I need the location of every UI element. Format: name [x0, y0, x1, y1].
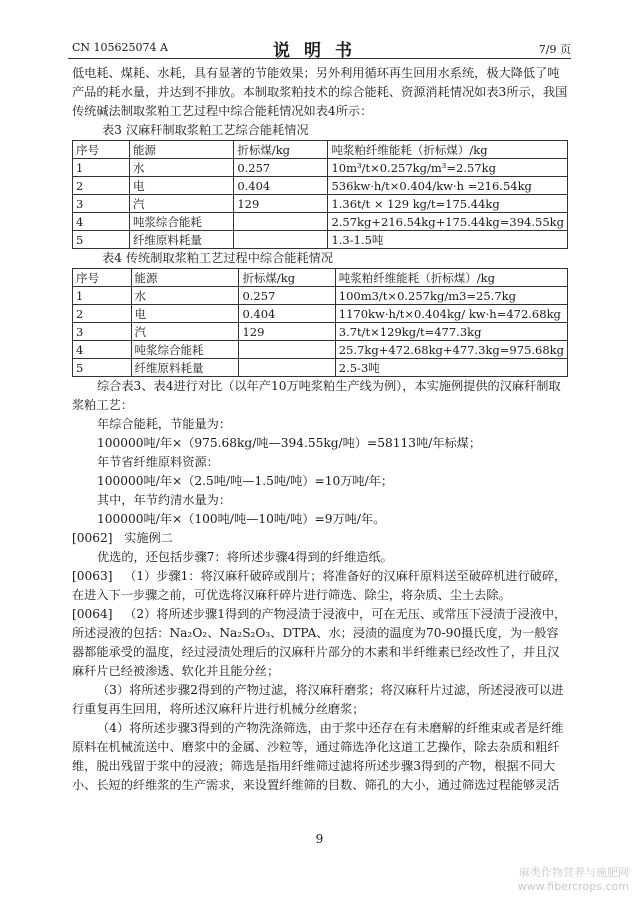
- table3-cell: 4: [73, 213, 130, 231]
- table3-caption: 表3 汉麻秆制取浆粕工艺综合能耗情况: [102, 123, 309, 137]
- table4-header-row: [73, 269, 568, 287]
- table4-header-cell: 折标煤/kg: [239, 269, 335, 287]
- table4-row: [73, 287, 568, 305]
- table4-row: [73, 323, 568, 341]
- table4-header-cell: 能源: [131, 269, 239, 287]
- table4-cell: 25.7kg+472.68kg+477.3kg=975.68kg: [335, 341, 567, 359]
- intro-paragraph: 低电耗、煤耗、水耗，具有显著的节能效果；另外利用循环再生回用水系统，极大降低了吨产品的耗水量，并达到不排放。本制取浆粕技术的综合能耗、资源消耗情况如表3所示，我国传统碱法制取浆粕工艺过程中综合能耗情况如表4所示：: [72, 66, 568, 118]
- table4-cell: 2.5-3吨: [335, 359, 567, 377]
- paragraph-0064: [72, 605, 568, 681]
- table4-header-cell: 吨浆粕纤维能耗（折标煤）/kg: [335, 269, 567, 287]
- table4-cell: 0.404: [239, 305, 335, 323]
- table4: [72, 268, 568, 377]
- table4-cell: 3.7t/t×129kg/t=477.3kg: [335, 323, 567, 341]
- table4-cell: 3: [73, 323, 132, 341]
- table4-cell: 4: [73, 341, 132, 359]
- body-line: 100000吨/年×（100吨/吨—10吨/吨）=9万吨/年。: [97, 512, 386, 526]
- table3-cell: [234, 231, 328, 249]
- table3-cell: 5: [73, 231, 130, 249]
- table3-header-cell: 能源: [129, 141, 233, 159]
- table3-cell: 2.57kg+216.54kg+175.44kg=394.55kg: [328, 213, 568, 231]
- table4-cell: 纤维原料耗量: [131, 359, 239, 377]
- table4-cell: 0.257: [239, 287, 335, 305]
- paragraph-0063: [72, 567, 568, 605]
- table3-cell: [234, 213, 328, 231]
- table3-cell: 电: [129, 177, 233, 195]
- table4-row: [73, 305, 568, 323]
- watermark: [518, 866, 629, 894]
- paragraph-text: （2）将所述步骤1得到的产物浸渍于浸液中，可在无压、或常压下浸渍于浸液中，所述浸液的包括：Na₂O₂、Na₂S₂O₃、DTPA、水；浸渍的温度为70-90摄氏度，为一般容器都能承受的温度，经过浸渍处理后的汉麻秆片部分的木素和半纤维素已经改性了，并且汉麻秆片已经被渗透、软化并且能分丝；: [72, 607, 567, 678]
- table3-row: [73, 195, 568, 213]
- body-line: 100000吨/年×（2.5吨/吨—1.5吨/吨）=10万吨/年；: [97, 474, 394, 488]
- table4-cell: 汽: [131, 323, 239, 341]
- table4-row: [73, 341, 568, 359]
- body-line: 年综合能耗，节能量为：: [97, 417, 232, 431]
- body-line: 其中，年节约清水量为：: [97, 493, 232, 507]
- header-rule: [68, 58, 571, 59]
- paragraph-number: [0064]: [72, 607, 113, 621]
- table4-cell: 129: [239, 323, 335, 341]
- table3-cell: 2: [73, 177, 130, 195]
- table3-cell: 0.257: [234, 159, 328, 177]
- table3-row: [73, 231, 568, 249]
- body-paragraph: （4）将所述步骤3得到的产物洗涤筛选，由于浆中还存在有未磨解的纤维束或者是纤维原料在机械流送中、磨浆中的金属、沙粒等，通过筛选净化这道工艺操作，除去杂质和粗纤维，脱出残留于浆中的浸液；筛选是指用纤维筛过滤将所述步骤3得到的产物，根据不同大小、长短的纤维浆的生产需求，来设置纤维筛的目数、筛孔的大小，通过筛选过程能够灵活: [72, 721, 564, 792]
- table4-cell: 5: [73, 359, 132, 377]
- page-indicator: 7/9 页: [538, 43, 571, 56]
- table4-cell: 1170kw·h/t×0.404kg/ kw·h=472.68kg: [335, 305, 567, 323]
- table4-caption: 表4 传统制取浆粕工艺过程中综合能耗情况: [102, 251, 334, 265]
- page-header: [0, 0, 639, 60]
- table3-cell: 吨浆综合能耗: [129, 213, 233, 231]
- paragraph-text: 实施例二: [124, 531, 173, 545]
- table4-cell: 水: [131, 287, 239, 305]
- table4-cell: 1: [73, 287, 132, 305]
- table3-cell: 1: [73, 159, 130, 177]
- table3-cell: 水: [129, 159, 233, 177]
- body-paragraph: （3）将所述步骤2得到的产物过滤，将汉麻秆磨浆；将汉麻秆片过滤，所述浸液可以进行重复再生回用，将所述汉麻秆片进行机械分丝磨浆；: [72, 683, 564, 716]
- paragraph-0062: [72, 529, 568, 548]
- watermark-line: www.fibercrops.com: [517, 880, 629, 893]
- document-title: 说明书: [273, 41, 366, 61]
- table3-header-cell: 折标煤/kg: [234, 141, 328, 159]
- comparison-paragraph: 综合表3、表4进行对比（以年产10万吨浆粕生产线为例），本实施例提供的汉麻秆制取浆粕工艺：: [72, 379, 561, 412]
- body-line: 年节省纤维原料资源：: [97, 455, 219, 469]
- table4-cell: 吨浆综合能耗: [131, 341, 239, 359]
- table4-cell: [239, 359, 335, 377]
- paragraph-number: [0063]: [72, 569, 113, 583]
- body-line: 100000吨/年×（975.68kg/吨—394.55kg/吨）=58113吨/年标煤；: [97, 436, 482, 450]
- paragraph-text: （1）步骤1：将汉麻秆破碎或削片；将准备好的汉麻秆原料送至破碎机进行破碎，在进入下一步骤之前，可优选将汉麻秆碎片进行筛选、除尘，将杂质、尘土去除。: [72, 569, 567, 602]
- table3: [72, 140, 568, 249]
- table4-cell: 100m3/t×0.257kg/m3=25.7kg: [335, 287, 567, 305]
- table3-cell: 3: [73, 195, 130, 213]
- table3-header-row: [73, 141, 568, 159]
- table3-header-cell: 吨浆粕纤维能耗（折标煤）/kg: [328, 141, 568, 159]
- table3-cell: 汽: [129, 195, 233, 213]
- table3-cell: 129: [234, 195, 328, 213]
- table4-cell: [239, 341, 335, 359]
- table3-cell: 10m³/t×0.257kg/m³=2.57kg: [328, 159, 568, 177]
- table4-header-cell: 序号: [73, 269, 132, 287]
- table3-row: [73, 159, 568, 177]
- table3-cell: 1.36t/t × 129 kg/t=175.44kg: [328, 195, 568, 213]
- table3-header-cell: 序号: [73, 141, 130, 159]
- table3-cell: 0.404: [234, 177, 328, 195]
- body-line: 优选的，还包括步骤7：将所述步骤4得到的纤维造纸。: [97, 550, 393, 564]
- document-body: [72, 64, 568, 795]
- watermark-line: 麻类作物营养与施肥网: [519, 866, 629, 879]
- table4-cell: 2: [73, 305, 132, 323]
- table3-row: [73, 177, 568, 195]
- table4-cell: 电: [131, 305, 239, 323]
- table3-cell: 536kw·h/t×0.404/kw·h =216.54kg: [328, 177, 568, 195]
- paragraph-number: [0062]: [72, 531, 113, 545]
- patent-number: CN 105625074 A: [72, 41, 168, 54]
- page-number: 9: [315, 832, 324, 846]
- table3-cell: 1.3-1.5吨: [328, 231, 568, 249]
- table4-row: [73, 359, 568, 377]
- table3-row: [73, 213, 568, 231]
- table3-cell: 纤维原料耗量: [129, 231, 233, 249]
